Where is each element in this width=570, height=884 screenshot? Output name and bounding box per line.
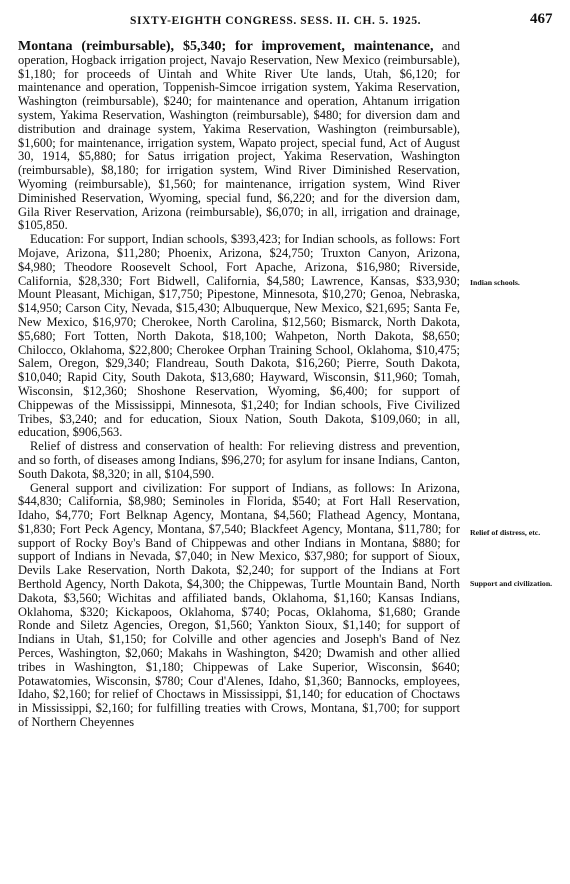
paragraph-lead: Montana (reimbursable), $5,340; for improvement, maintenance, xyxy=(18,39,434,54)
margin-note-support: Support and civilization. xyxy=(470,579,553,588)
paragraph-support: General support and civilization: For support of Indians, as follows: In Arizona, $44,830; California, $8,980; Seminoles in Florida, $540; at Fort Hall Reservation, Idaho, $4,770; Fort Belknap Agency, Montana, $4,560; Flathead Agency, Montana, $1,830; Fort Peck Agency, Montana, $7,540; Blackfeet Agency, Montana, $11,780; for support of Rocky Boy's Band of Chippewas and other Indians in Montana, $880; for support of Indians in Nevada, $7,040; in New Mexico, $37,980; for support of Sioux, Devils Lake Reservation, North Dakota, $2,240; for support of the Indians at Fort Berthold Agency, North Dakota, $4,300; the Chippewas, Turtle Mountain Band, North Dakota, $3,560; Wichitas and affiliated bands, Oklahoma, $1,160; Kansas Indians, Oklahoma, $320; Kickapoos, Oklahoma, $740; Pocas, Oklahoma, $1,680; Grande Ronde and Siletz Agencies, Oregon, $1,560; Yankton Sioux, $1,140; for support of Indians in Utah, $1,150; for Colville and other agencies and Joseph's Band of Nez Perces, Washington, $2,060; Makahs in Washington, $420; Dwamish and other allied tribes in Washington, $1,180; Chippewas of Lake Superior, Wisconsin, $640; Potawatomies, Wisconsin, $780; Cour d'Alenes, Idaho, $1,360; Bannocks, employees, Idaho, $2,160; for relief of Choctaws in Mississippi, $1,140; for education of Choctaws in Mississippi, $2,160; for fulfilling treaties with Crows, Montana, $1,700; for support of Northern Cheyennes xyxy=(18,480,460,730)
running-head: SIXTY-EIGHTH CONGRESS. SESS. II. CH. 5. 1925. xyxy=(130,15,422,27)
paragraph-relief: Relief of distress and conservation of health: For relieving distress and prevention, and so forth, of diseases among Indians, $96,270; for asylum for insane Indians, Canton, South Dakota, $8,320; in all, $104,590. xyxy=(18,439,460,481)
paragraph-education: Education: For support, Indian schools, $393,423; for Indian schools, as follows: Fort Mojave, Arizona, $11,280; Phoenix, Arizona, $24,750; Truxton Canyon, Arizona, $4,980; Theodore Roosevelt School, Fort Apache, Arizona, $16,980; Riverside, California, $28,330; Fort Bidwell, California, $4,580; Lawrence, Kansas, $33,930; Mount Pleasant, Michigan, $17,750; Pipestone, Minnesota, $10,270; Genoa, Nebraska, $14,950; Carson City, Nevada, $15,430; Albuquerque, New Mexico, $21,695; Santa Fe, New Mexico, $16,970; Cherokee, North Carolina, $12,560; Bismarck, North Dakota, $5,680; Fort Totten, North Dakota, $18,100; Wahpeton, North Dakota, $8,650; Chilocco, Oklahoma, $22,800; Cherokee Orphan Training School, Oklahoma, $10,475; Salem, Oregon, $29,340; Flandreau, South Dakota, $16,260; Pierre, South Dakota, $10,040; Rapid City, South Dakota, $13,680; Hayward, Wisconsin, $11,960; Tomah, Wisconsin, $12,360; Shoshone Reservation, Wyoming, $6,400; for support of Chippewas of the Mississippi, Minnesota, $1,240; for Indian schools, Five Civilized Tribes, $3,240; and for education, Sioux Nation, South Dakota, $109,060; in all, education, $906,563. xyxy=(18,232,460,440)
page-header xyxy=(0,11,570,33)
margin-note-indian-schools: Indian schools. xyxy=(470,278,520,287)
paragraph-irrigation xyxy=(18,40,460,233)
paragraph-text: and operation, Hogback irrigation project, Navajo Reservation, New Mexico (reimbursable), $1,180; for proceeds of Uintah and White River Ute lands, Utah, $6,120; for maintenance and operation, Toppenish-Simcoe irrigation system, Yakima Reservation, Washington (reimbursable), $240; for maintenance and operation, Ahtanum irrigation system, Yakima Reservation, Washington (reimbursable), $480; for diversion dam and distribution and drainage system, Yakima Reservation, Washington (reimbursable), $1,600; for maintenance, irrigation system, Wapato project, special fund, Act of August 30, 1914, $5,880; for Satus irrigation project, Yakima Reservation, Washington (reimbursable), $8,180; for irrigation system, Wind River Diminished Reservation, Wyoming (reimbursable), $1,560; for maintenance, irrigation system, Wind River Diminished Reservation, Wyoming, special fund, $6,220; and for the diversion dam, Gila River Reservation, Arizona (reimbursable), $6,070; in all, irrigation and drainage, $105,850. xyxy=(18,39,460,233)
page-number: 467 xyxy=(530,11,553,27)
margin-note-relief: Relief of distress, etc. xyxy=(470,528,541,537)
body-text xyxy=(18,40,460,730)
